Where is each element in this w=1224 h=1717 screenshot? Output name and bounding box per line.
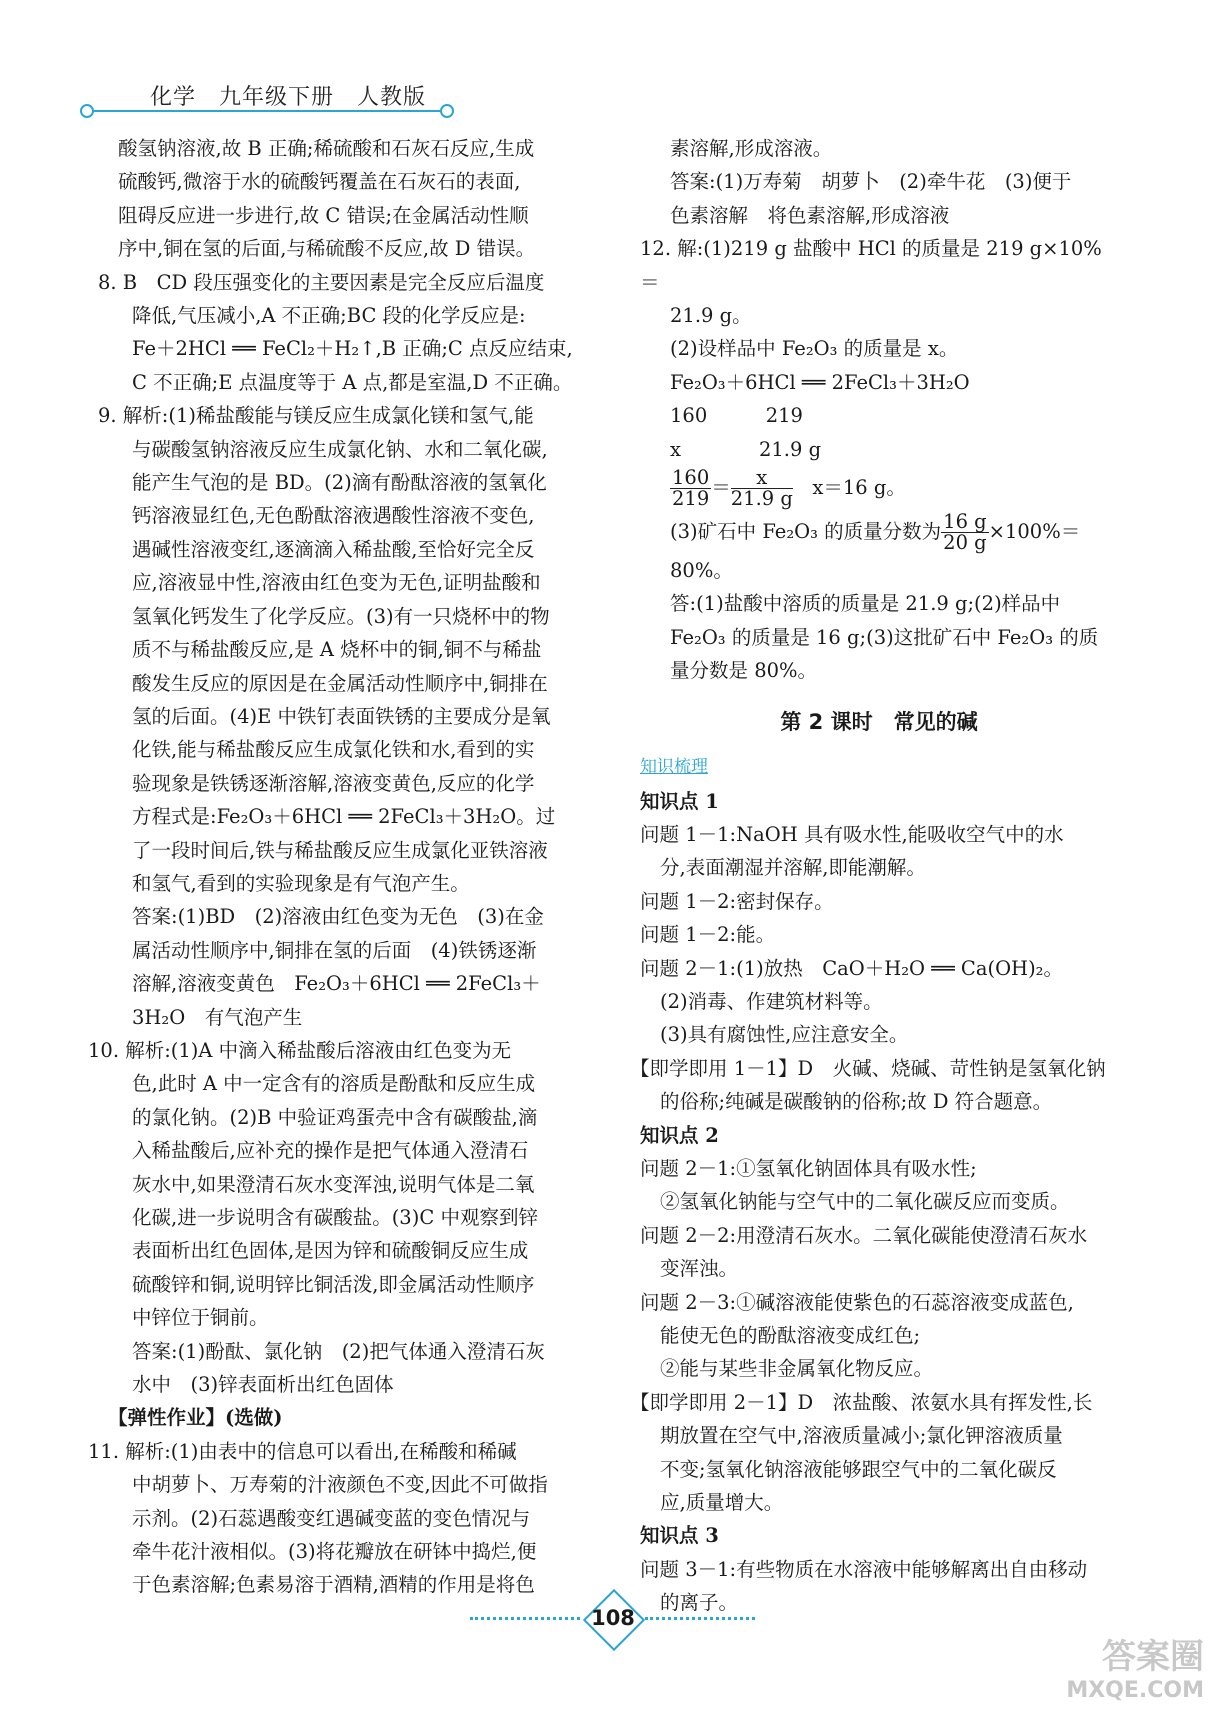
text-line: 应,质量增大。 <box>660 1491 784 1515</box>
text-line: 期放置在空气中,溶液质量减小;氯化钾溶液质量 <box>660 1424 1063 1448</box>
text-line: 应,溶液显中性,溶液由红色变为无色,证明盐酸和 <box>132 571 541 595</box>
text-line: 【即学即用 1－1】D 火碱、烧碱、苛性钠是氢氧化钠 <box>630 1056 1106 1080</box>
text-line: ②能与某些非金属氧化物反应。 <box>660 1357 934 1381</box>
text-line: 分,表面潮湿并溶解,即能潮解。 <box>660 856 926 880</box>
elastic-homework-heading: 【弹性作业】(选做) <box>108 1406 283 1430</box>
fraction: $\frac{x}{21.9 g}$ <box>730 466 793 511</box>
header-rule-dot <box>80 104 94 118</box>
text-line: 知识点 1 <box>640 789 719 813</box>
text-line: 化铁,能与稀盐酸反应生成氯化铁和水,看到的实 <box>132 738 535 762</box>
text-line: 问题 1－2:能。 <box>640 923 776 947</box>
text-line: 和氢气,看到的实验现象是有气泡产生。 <box>132 871 470 895</box>
knowledge-summary-label: 知识梳理 <box>640 757 708 778</box>
text-line: 属活动性顺序中,铜排在氢的后面 (4)铁锈逐渐 <box>132 938 537 962</box>
answer-line: 答案:(1)BD (2)溶液由红色变为无色 (3)在金 <box>132 905 544 929</box>
text-line: 不变;氢氧化钠溶液能够跟空气中的二氧化碳反 <box>660 1457 1057 1481</box>
text-line: 【即学即用 2－1】D 浓盐酸、浓氨水具有挥发性,长 <box>630 1390 1093 1414</box>
text-line: 问题 2－1:①氢氧化钠固体具有吸水性; <box>640 1156 977 1180</box>
text-line: 水中 (3)锌表面析出红色固体 <box>132 1373 394 1397</box>
text-line: 问题 2－2:用澄清石灰水。二氧化碳能使澄清石灰水 <box>640 1223 1088 1247</box>
text-line: 10. 解析:(1)A 中滴入稀盐酸后溶液由红色变为无 <box>88 1038 512 1062</box>
text-line: 11. 解析:(1)由表中的信息可以看出,在稀酸和稀碱 <box>88 1439 517 1463</box>
text-line: 问题 3－1:有些物质在水溶液中能够解离出自由移动 <box>640 1557 1088 1581</box>
text-line: 氢的后面。(4)E 中铁钉表面铁锈的主要成分是氧 <box>132 704 551 728</box>
text-line: 氢氧化钙发生了化学反应。(3)有一只烧杯中的物 <box>132 604 550 628</box>
text-line: 知识点 2 <box>640 1123 719 1147</box>
text-line: 化碳,进一步说明含有碳酸盐。(3)C 中观察到锌 <box>132 1206 538 1229</box>
text-line: 酸氢钠溶液,故 B 正确;稀硫酸和石灰石反应,生成 <box>118 137 535 160</box>
text-line: 质不与稀盐酸反应,是 A 烧杯中的铜,铜不与稀盐 <box>132 638 542 662</box>
text-line: 了一段时间后,铁与稀盐酸反应生成氯化亚铁溶液 <box>132 838 548 862</box>
text-line: 量分数是 80%。 <box>670 659 818 683</box>
text-line: 8. B CD 段压强变化的主要因素是完全反应后温度 <box>98 270 545 294</box>
ratio-line: (3)矿石中 Fe₂O₃ 的质量分数为 $\frac{16 g}{20 g}$ ×100%＝ <box>670 510 1081 555</box>
text-line: 序中,铜在氢的后面,与稀硫酸不反应,故 D 错误。 <box>118 237 536 261</box>
page-number: 108 <box>591 1606 635 1630</box>
text-line: 降低,气压减小,A 不正确;BC 段的化学反应是: <box>132 304 526 328</box>
footer-dots-right <box>645 1617 755 1623</box>
text-line: 问题 2－3:①碱溶液能使紫色的石蕊溶液变成蓝色, <box>640 1290 1074 1314</box>
header-rule-dot <box>440 104 454 118</box>
text-line: 的俗称;纯碱是碳酸钠的俗称;故 D 符合题意。 <box>660 1090 1053 1114</box>
text-line: 入稀盐酸后,应补充的操作是把气体通入澄清石 <box>132 1139 529 1163</box>
answer-line: 答案:(1)酚酞、氯化钠 (2)把气体通入澄清石灰 <box>132 1339 545 1363</box>
text-line: 中锌位于铜前。 <box>132 1306 269 1330</box>
text-line: 溶解,溶液变黄色 Fe₂O₃＋6HCl ══ 2FeCl₃＋ <box>132 972 541 996</box>
text-line: 素溶解,形成溶液。 <box>670 137 833 160</box>
text-line: 12. 解:(1)219 g 盐酸中 HCl 的质量是 219 g×10%＝ <box>640 237 1102 294</box>
text-line: 硫酸锌和铜,说明锌比铜活泼,即金属活动性顺序 <box>132 1272 535 1296</box>
answer-line: 答案:(1)万寿菊 胡萝卜 (2)牵牛花 (3)便于 <box>670 170 1072 194</box>
text-line: 表面析出红色固体,是因为锌和硫酸铜反应生成 <box>132 1239 529 1263</box>
equation-line: 问题 2－1:(1)放热 CaO＋H₂O ══ Ca(OH)₂。 <box>640 956 1063 980</box>
text-line: 于色素溶解;色素易溶于酒精,酒精的作用是将色 <box>132 1573 535 1597</box>
text-line: (3)具有腐蚀性,应注意安全。 <box>660 1023 909 1047</box>
text-line: 能产生气泡的是 BD。(2)滴有酚酞溶液的氢氧化 <box>132 471 547 495</box>
text-line: 的离子。 <box>660 1591 739 1615</box>
text-line: 160 219 <box>670 404 803 428</box>
left-column <box>88 132 596 1602</box>
text-line: 变浑浊。 <box>660 1257 739 1281</box>
text-line: C 不正确;E 点温度等于 A 点,都是室温,D 不正确。 <box>132 370 573 394</box>
text-line: 中胡萝卜、万寿菊的汁液颜色不变,因此不可做指 <box>132 1473 548 1497</box>
text-line: 硫酸钙,微溶于水的硫酸钙覆盖在石灰石的表面, <box>118 170 521 194</box>
text-line: 遇碱性溶液变红,逐滴滴入稀盐酸,至恰好完全反 <box>132 537 535 561</box>
watermark: 答案圈 MXQE.COM <box>1066 1637 1204 1703</box>
fraction-line: $\frac{160}{219}$ ＝ $\frac{x}{21.9 g}$ x＝16 g。 <box>672 466 906 511</box>
text-line: 方程式是:Fe₂O₃＋6HCl ══ 2FeCl₃＋3H₂O。过 <box>132 805 556 829</box>
text-line: (2)设样品中 Fe₂O₃ 的质量是 x。 <box>670 337 959 361</box>
text-line: 牵牛花汁液相似。(3)将花瓣放在研钵中捣烂,便 <box>132 1540 537 1564</box>
section-title: 第 2 课时 常见的碱 <box>780 709 978 734</box>
text-line: x 21.9 g <box>670 437 822 461</box>
text-line: 问题 1－2:密封保存。 <box>640 889 834 913</box>
text-line: 验现象是铁锈逐渐溶解,溶液变黄色,反应的化学 <box>132 771 535 795</box>
text-line: 3H₂O 有气泡产生 <box>132 1005 303 1029</box>
text-line: Fe＋2HCl ══ FeCl₂＋H₂↑,B 正确;C 点反应结束, <box>132 337 573 361</box>
text-line: 色,此时 A 中一定含有的溶质是酚酞和反应生成 <box>132 1072 536 1096</box>
text-line: Fe₂O₃ 的质量是 16 g;(3)这批矿石中 Fe₂O₃ 的质 <box>670 625 1099 649</box>
footer-dots-left <box>470 1617 580 1623</box>
fraction: $\frac{16 g}{20 g}$ <box>943 510 987 555</box>
page-header: 化学 九年级下册 人教版 <box>150 85 427 110</box>
text-line: (2)消毒、作建筑材料等。 <box>660 989 883 1013</box>
equation-line: Fe₂O₃＋6HCl ══ 2FeCl₃＋3H₂O <box>670 370 970 394</box>
text-line: 与碳酸氢钠溶液反应生成氯化钠、水和二氧化碳, <box>132 437 548 461</box>
text-line: 阻碍反应进一步进行,故 C 错误;在金属活动性顺 <box>118 203 529 227</box>
text-line: ②氢氧化钠能与空气中的二氧化碳反应而变质。 <box>660 1190 1070 1214</box>
text-line: 示剂。(2)石蕊遇酸变红遇碱变蓝的变色情况与 <box>132 1506 531 1530</box>
text-line: 80%。 <box>670 559 733 583</box>
text-line: 能使无色的酚酞溶液变成红色; <box>660 1324 921 1347</box>
right-column <box>630 132 1118 1620</box>
text-line: 知识点 3 <box>640 1524 719 1548</box>
text-line: 答:(1)盐酸中溶质的质量是 21.9 g;(2)样品中 <box>670 592 1061 616</box>
text-line: 9. 解析:(1)稀盐酸能与镁反应生成氯化镁和氢气,能 <box>98 404 534 428</box>
fraction: $\frac{160}{219}$ <box>672 466 710 511</box>
text-line: 21.9 g。 <box>670 304 752 328</box>
text-line: 酸发生反应的原因是在金属活动性顺序中,铜排在 <box>132 671 548 695</box>
text-line: 问题 1－1:NaOH 具有吸水性,能吸收空气中的水 <box>640 822 1064 846</box>
text-line: 的氯化钠。(2)B 中验证鸡蛋壳中含有碳酸盐,滴 <box>132 1105 538 1129</box>
text-line: 钙溶液显红色,无色酚酞溶液遇酸性溶液不变色, <box>132 504 535 528</box>
text-line: 灰水中,如果澄清石灰水变浑浊,说明气体是二氧 <box>132 1172 535 1196</box>
text-line: 色素溶解 将色素溶解,形成溶液 <box>670 203 950 227</box>
